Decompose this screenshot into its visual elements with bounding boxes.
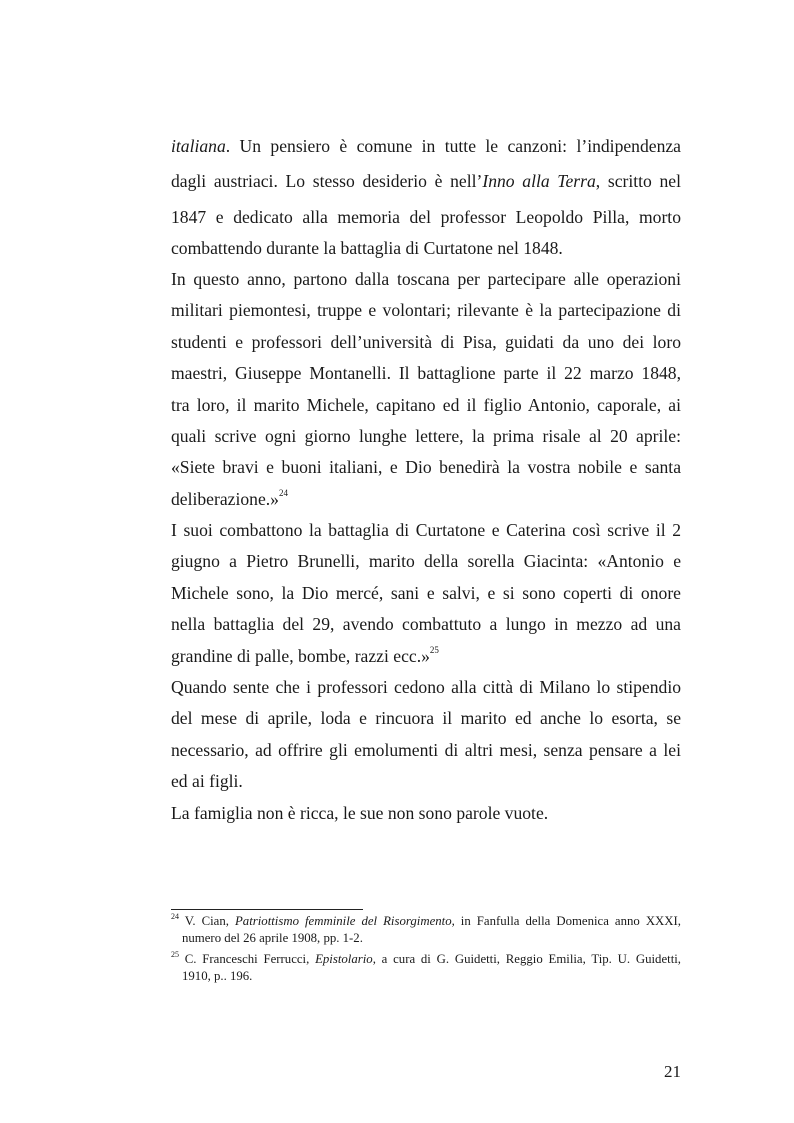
body-line-7: studenti e professori dell’università di Pisa, guidati da uno dei loro xyxy=(171,332,681,352)
body-line-19: del mese di aprile, loda e rincuora il marito ed anche lo esorta, se xyxy=(171,708,681,728)
body-line-5: In questo anno, partono dalla toscana per partecipare alle operazioni xyxy=(171,269,681,289)
body-line-21: ed ai figli. xyxy=(171,771,243,791)
page-number: 21 xyxy=(664,1062,681,1081)
footnote-ref-25: 25 xyxy=(429,645,439,656)
body-line-10: quali scrive ogni giorno lunghe lettere, la prima risale al 20 aprile: xyxy=(171,426,681,446)
body-line-1: italiana. Un pensiero è comune in tutte le canzoni: l’indipendenza xyxy=(171,136,681,156)
body-line-17: grandine di palle, bombe, razzi ecc.»$^{25}$ xyxy=(171,645,439,666)
italic-word: italiana xyxy=(171,136,226,156)
footnote-number: 24 xyxy=(171,911,179,921)
body-line-22: La famiglia non è ricca, le sue non sono parole vuote. xyxy=(171,803,549,823)
footnote-separator xyxy=(171,909,363,910)
body-line-11: «Siete bravi e buoni italiani, e Dio benedirà la vostra nobile e santa xyxy=(171,457,681,477)
body-line-15: Michele sono, la Dio mercé, sani e salvi, e si sono coperti di onore xyxy=(171,583,681,603)
body-line-16: nella battaglia del 29, avendo combattuto a lungo in mezzo ad una xyxy=(171,614,681,634)
footnote-title: Epistolario xyxy=(315,952,373,966)
body-line-20: necessario, ad offrire gli emolumenti di altri mesi, senza pensare a lei xyxy=(171,740,681,760)
body-line-14: giugno a Pietro Brunelli, marito della sorella Giacinta: «Antonio e xyxy=(171,551,681,571)
body-line-3: 1847 e dedicato alla memoria del professor Leopoldo Pilla, morto xyxy=(171,207,681,227)
footnote-number: 25 xyxy=(171,949,179,959)
footnote-24: $^{24}$ V. Cian, Patriottismo femminile del Risorgimento, in Fanfulla della Domenica anno XXXI, numero del 26 aprile 1908, pp. 1-2. xyxy=(171,911,681,945)
footnote-ref-24: 24 xyxy=(278,488,288,499)
body-line-9: tra loro, il marito Michele, capitano ed il figlio Antonio, caporale, ai xyxy=(171,395,681,415)
body-line-8: maestri, Giuseppe Montanelli. Il battaglione parte il 22 marzo 1848, xyxy=(171,363,681,383)
body-line-12: deliberazione.»$^{24}$ xyxy=(171,488,288,509)
body-line-2: dagli austriaci. Lo stesso desiderio è nell’Inno alla Terra, scritto nel xyxy=(171,171,681,191)
footnote-title: Patriottismo femminile del Risorgimento, xyxy=(234,914,455,928)
work-title: Inno alla Terra xyxy=(482,171,596,191)
footnote-25: $^{25}$ C. Franceschi Ferrucci, Epistolario, a cura di G. Guidetti, Reggio Emilia, Tip. U. Guidetti, 1910, p.. 196. xyxy=(171,949,681,983)
body-line-4: combattendo durante la battaglia di Curtatone nel 1848. xyxy=(171,238,563,258)
body-line-18: Quando sente che i professori cedono alla città di Milano lo stipendio xyxy=(171,677,681,697)
body-line-13: I suoi combattono la battaglia di Curtatone e Caterina così scrive il 2 xyxy=(171,520,681,540)
body-line-6: militari piemontesi, truppe e volontari; rilevante è la partecipazione di xyxy=(171,300,681,320)
